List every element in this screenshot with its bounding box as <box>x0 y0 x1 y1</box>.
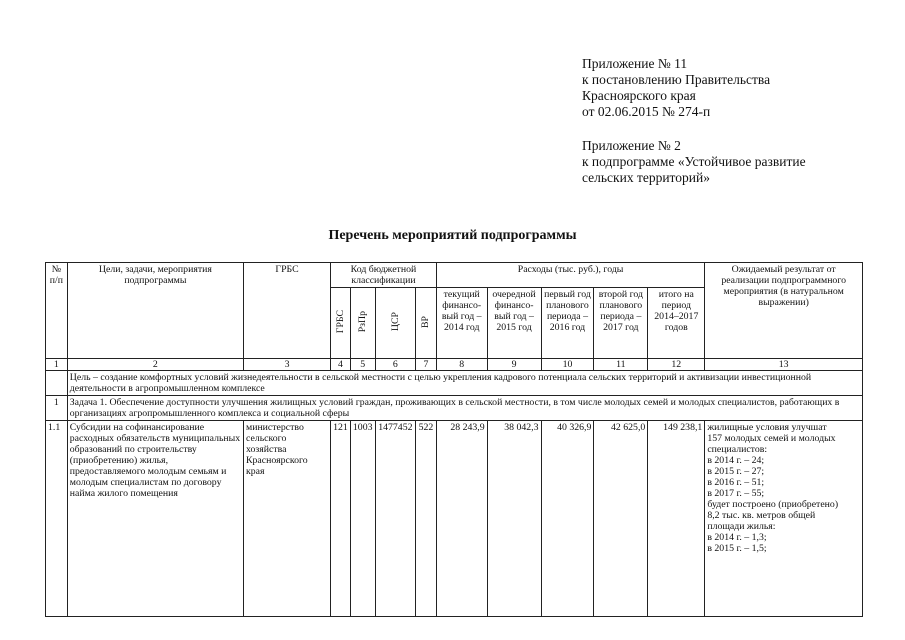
annex-2-line: Приложение № 2 <box>582 138 681 153</box>
header-year-2015: очередной финансо-вый год – 2015 год <box>487 288 541 359</box>
result-line: в 2015 г. – 1,5; <box>707 543 767 554</box>
result-line: в 2016 г. – 51; <box>707 477 765 488</box>
result-line: 157 молодых семей и молодых <box>707 433 836 444</box>
result-line: площади жилья: <box>707 521 776 532</box>
header-row-1 <box>46 263 863 288</box>
header-total: итого на период 2014–2017 годов <box>648 288 705 359</box>
column-number: 10 <box>541 359 594 371</box>
activity-code-csr: 1477452 <box>375 421 415 617</box>
activity-2017: 42 625,0 <box>594 421 648 617</box>
header-year-2017: второй год планового периода – 2017 год <box>594 288 648 359</box>
header-code-csr-label: ЦСР <box>389 311 401 332</box>
activity-total: 149 238,1 <box>648 421 705 617</box>
activity-code-rzpr: 1003 <box>350 421 375 617</box>
column-number: 6 <box>375 359 415 371</box>
task-num: 1 <box>46 396 68 421</box>
annex-2-block <box>582 138 806 186</box>
column-number: 2 <box>67 359 243 371</box>
header-year-2016: первый год планового периода – 2016 год <box>541 288 594 359</box>
annex-2-line: сельских территорий» <box>582 170 710 185</box>
activity-grbs: министерство сельского хозяйства Красноярского края <box>244 421 331 617</box>
activity-code-vr: 522 <box>416 421 437 617</box>
result-line: в 2017 г. – 55; <box>707 488 765 499</box>
column-number: 11 <box>594 359 648 371</box>
activity-2016: 40 326,9 <box>541 421 594 617</box>
activity-num: 1.1 <box>46 421 68 617</box>
goal-row <box>46 371 863 396</box>
header-code-rzpr <box>350 288 375 359</box>
header-year-2014: текущий финансо-вый год – 2014 год <box>436 288 487 359</box>
column-number: 13 <box>705 359 863 371</box>
result-line: жилищные условия улучшат <box>707 422 827 433</box>
result-line: в 2014 г. – 24; <box>707 455 765 466</box>
task-row <box>46 396 863 421</box>
result-line: в 2014 г. – 1,3; <box>707 532 767 543</box>
task-text: Задача 1. Обеспечение доступности улучшения жилищных условий граждан, проживающих в сельской местности, в том числе молодых семей и молодых специалистов, работающих в организациях агропромышленного комплекса и социальной сферы <box>67 396 862 421</box>
activity-text: Субсидии на софинансирование расходных обязательств муниципальных образований по строительству (приобретению) жилья, предоставляемого молодым семьям и молодым специалистам по договору найма жилого помещения <box>67 421 243 617</box>
header-num: № п/п <box>46 263 68 359</box>
header-grbs: ГРБС <box>244 263 331 359</box>
annex-11-line: к постановлению Правительства <box>582 72 771 87</box>
result-line: специалистов: <box>707 444 768 455</box>
annex-2-line: к подпрограмме «Устойчивое развитие <box>582 154 806 169</box>
column-number: 9 <box>487 359 541 371</box>
annex-11-block <box>582 56 770 120</box>
column-number: 4 <box>331 359 351 371</box>
header-code-vr <box>416 288 437 359</box>
activity-2015: 38 042,3 <box>487 421 541 617</box>
header-code-csr <box>375 288 415 359</box>
header-budget-code: Код бюджетной классификации <box>331 263 437 288</box>
goal-num-cell <box>46 371 68 396</box>
column-number: 5 <box>350 359 375 371</box>
column-number: 3 <box>244 359 331 371</box>
column-number: 1 <box>46 359 68 371</box>
header-goals: Цели, задачи, мероприятия подпрограммы <box>67 263 243 359</box>
header-expenses: Расходы (тыс. руб.), годы <box>436 263 705 288</box>
column-number: 8 <box>436 359 487 371</box>
result-line: будет построено (приобретено) <box>707 499 839 510</box>
header-code-rzpr-label: РзПр <box>357 310 369 333</box>
header-result: Ожидаемый результат от реализации подпрограммного мероприятия (в натуральном выражении) <box>705 263 863 359</box>
annex-11-line: от 02.06.2015 № 274-п <box>582 104 711 119</box>
header-code-vr-label: ВР <box>420 315 432 328</box>
column-number: 12 <box>648 359 705 371</box>
column-number-row <box>46 359 863 371</box>
activities-table <box>45 262 863 617</box>
goal-text: Цель – создание комфортных условий жизнедеятельности в сельской местности с целью укрепления кадрового потенциала сельских территорий и активизации инвестиционной деятельности в агропромышленном комплексе <box>67 371 862 396</box>
activity-2014: 28 243,9 <box>436 421 487 617</box>
activity-result <box>705 421 863 617</box>
annex-11-line: Красноярского края <box>582 88 696 103</box>
header-code-grbs <box>331 288 351 359</box>
activity-row <box>46 421 863 617</box>
annex-11-line: Приложение № 11 <box>582 56 688 71</box>
header-code-grbs-label: ГРБС <box>334 309 346 334</box>
result-line: в 2015 г. – 27; <box>707 466 765 477</box>
document-title: Перечень мероприятий подпрограммы <box>328 228 577 243</box>
result-line: 8,2 тыс. кв. метров общей <box>707 510 816 521</box>
activity-code-grbs: 121 <box>331 421 351 617</box>
column-number: 7 <box>416 359 437 371</box>
